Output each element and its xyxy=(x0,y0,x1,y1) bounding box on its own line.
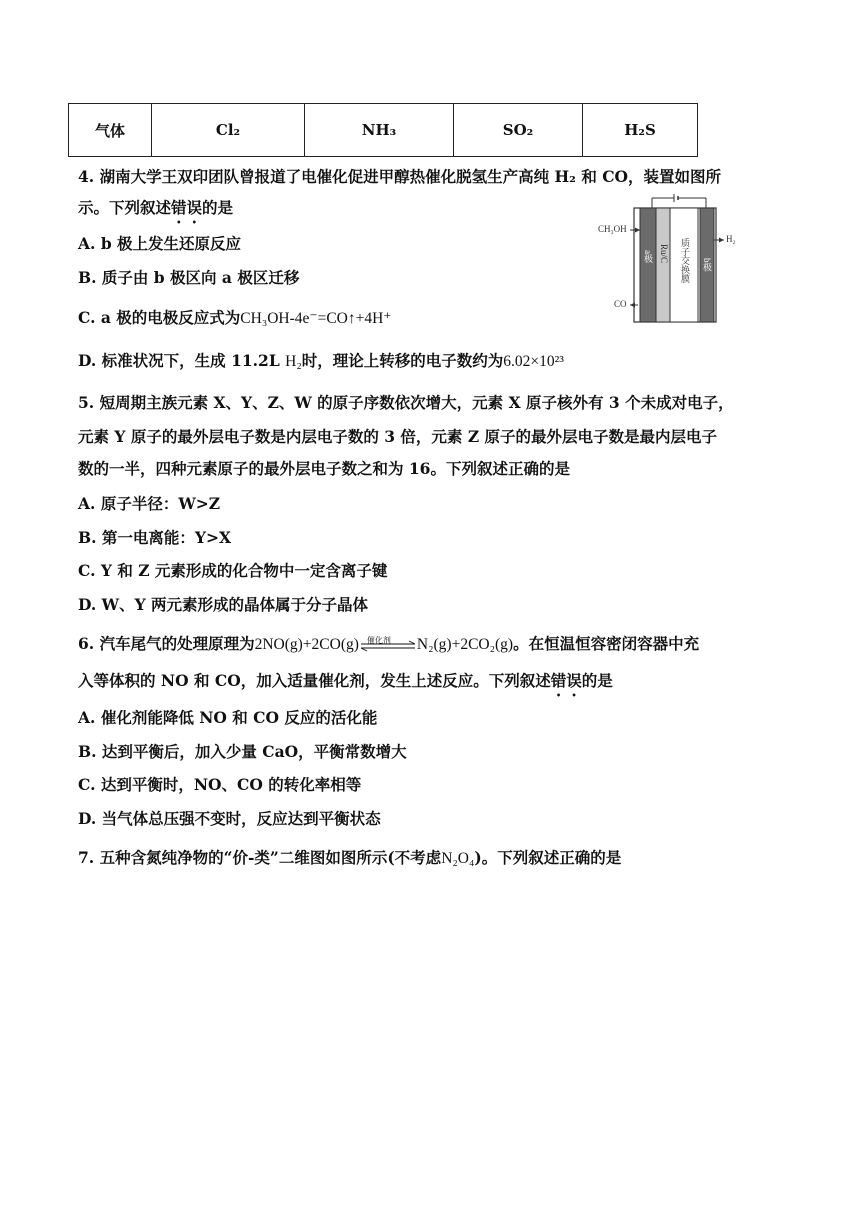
table-cell-so2: SO₂ xyxy=(454,104,583,157)
table-row xyxy=(69,104,698,157)
q6-equation-left: 2NO(g)+2CO(g) xyxy=(254,636,359,653)
q6-option-b: B. 达到平衡后，加入少量 CaO，平衡常数增大 xyxy=(78,742,407,761)
q6-equilibrium-arrow xyxy=(359,634,417,656)
electrode-a xyxy=(640,208,656,322)
b-electrode-label: b极 xyxy=(702,258,712,272)
h2-label: H₂ xyxy=(726,234,736,244)
table-header-cell: 气体 xyxy=(69,104,152,157)
q4-option-a: A. b 极上发生还原反应 xyxy=(78,234,242,253)
q4-stem-line2 xyxy=(78,197,233,227)
q5-stem-line2: 元素 Y 原子的最外层电子数是内层电子数的 3 倍，元素 Z 原子的最外层电子数是最内层电子 xyxy=(78,427,718,446)
q4-stem1: 湖南大学王双印团队曾报道了电催化促进甲醇热催化脱氢生产高纯 H₂ 和 CO，装置如图所 xyxy=(99,167,722,186)
q4-option-c xyxy=(78,307,391,330)
electrolysis-cell-diagram xyxy=(590,192,760,328)
q5-option-c: C. Y 和 Z 元素形成的化合物中一定含离子键 xyxy=(78,561,388,580)
h2-arrowhead xyxy=(719,238,724,243)
q4-stem2b: 的是 xyxy=(202,198,234,217)
q5-option-a: A. 原子半径：W>Z xyxy=(78,494,221,513)
q6-option-d: D. 当气体总压强不变时，反应达到平衡状态 xyxy=(78,809,381,828)
q7-n2o4: N₂O₄ xyxy=(441,850,475,867)
table-cell-cl2: Cl₂ xyxy=(152,104,305,157)
q6-catalyst-label: 催化剂 xyxy=(366,636,391,645)
q4-option-d-h2: H₂ xyxy=(285,353,302,370)
ch3oh-label: CH₃OH xyxy=(598,224,627,234)
q6-stem-line2 xyxy=(78,670,613,700)
co-label: CO xyxy=(614,299,627,309)
q5-option-d: D. W、Y 两元素形成的晶体属于分子晶体 xyxy=(78,595,369,614)
table-cell-nh3: NH₃ xyxy=(305,104,454,157)
q7-tail: )。下列叙述正确的是 xyxy=(474,848,622,867)
q6-emphasis-wrong: 错误 xyxy=(550,671,582,690)
q5-stem-line1: 5. 短周期主族元素 X、Y、Z、W 的原子序数依次增大，元素 X 原子核外有 3 个未成对电子， xyxy=(78,393,734,412)
q4-option-d-b: 时，理论上转移的电子数约为 xyxy=(301,351,504,370)
q4-option-d-number: 6.02×10²³ xyxy=(503,353,564,370)
table-cell-h2s: H₂S xyxy=(583,104,698,157)
q4-option-d-a: D. 标准状况下，生成 11.2L xyxy=(78,351,286,370)
q6-equation-right: N₂(g)+2CO₂(g) xyxy=(416,636,514,653)
q6-option-a: A. 催化剂能降低 NO 和 CO 反应的活化能 xyxy=(78,708,378,727)
q4-option-d xyxy=(78,350,564,373)
co-arrowhead xyxy=(630,303,635,308)
membrane-label: 质子交换膜 xyxy=(680,238,690,283)
q4-stem2a: 示。下列叙述 xyxy=(78,198,172,217)
q4-option-b: B. 质子由 b 极区向 a 极区迁移 xyxy=(78,268,300,287)
q5-option-b: B. 第一电离能：Y>X xyxy=(78,528,231,547)
q7-lead: 7. 五种含氮纯净物的“价-类”二维图如图所示(不考虑 xyxy=(78,848,442,867)
q6-line2a: 入等体积的 NO 和 CO，加入适量催化剂，发生上述反应。下列叙述 xyxy=(78,671,551,690)
q4-number: 4. xyxy=(78,167,95,186)
q5-stem-line3: 数的一半，四种元素原子的最外层电子数之和为 16。下列叙述正确的是 xyxy=(78,459,570,478)
q6-stem-line1 xyxy=(78,633,699,656)
q6-option-c: C. 达到平衡时，NO、CO 的转化率相等 xyxy=(78,775,362,794)
a-electrode-label: a极 xyxy=(643,250,653,263)
q6-tail: 。在恒温恒容密闭容器中充 xyxy=(513,634,700,653)
q4-option-c-equation: CH₃OH-4e⁻=CO↑+4H⁺ xyxy=(240,310,392,327)
q6-lead: 6. 汽车尾气的处理原理为 xyxy=(78,634,255,653)
ru-c-label: Ru/C xyxy=(659,244,669,264)
double-arrow-icon xyxy=(359,634,417,656)
q4-emphasis-wrong: 错误 xyxy=(171,198,203,217)
gas-table xyxy=(68,103,698,157)
q4-stem-line1 xyxy=(78,166,721,188)
q6-line2b: 的是 xyxy=(581,671,613,690)
q4-option-c-label: C. a 极的电极反应式为 xyxy=(78,308,241,327)
q7-stem xyxy=(78,847,621,870)
ru-c-layer xyxy=(656,208,670,322)
